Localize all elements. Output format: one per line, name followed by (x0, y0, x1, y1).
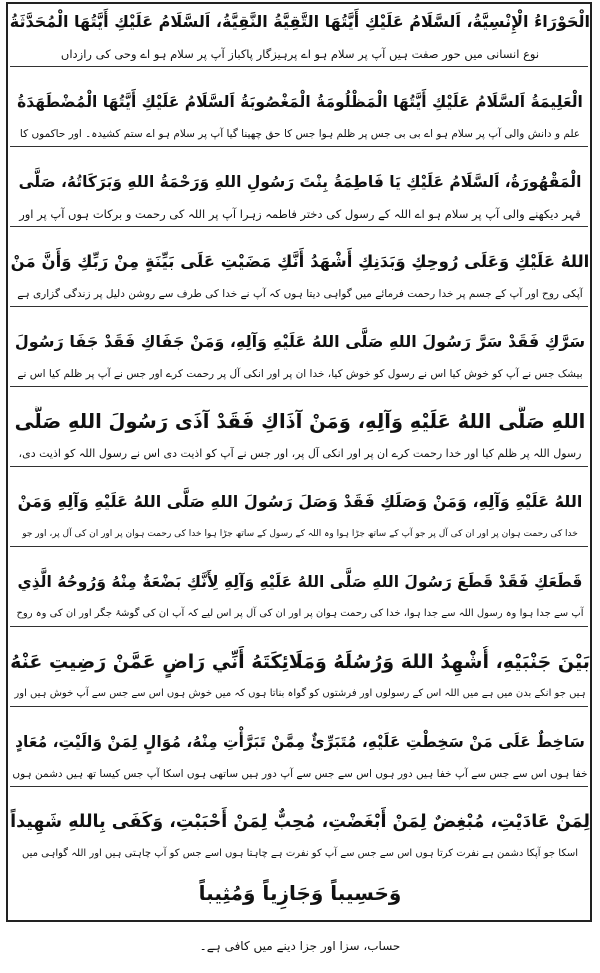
urdu-line: قہر دیکھنے والی آپ پر سلام ہو اے اللہ کے رسول کی دختر فاطمہ زہرا آپ پر اللہ کی رحمت و برکات ہوں آپ پر اور (19, 207, 581, 221)
divider (10, 146, 588, 147)
arabic-line: سَرَّكِ فَقَدْ سَرَّ رَسُولَ اللهِ صَلَّى اللهُ عَلَيْهِ وَآلِهِ، وَمَنْ جَفَاكِ فَقَدْ جَفَا رَسُولَ (14, 332, 586, 351)
arabic-line: اللهُ عَلَيْكِ وَعَلَى رُوحِكِ وَبَدَنِكِ أَشْهَدُ أَنَّكِ مَضَيْتِ عَلَى بَيِّنَةٍ مِنْ رَبِّكِ وَأَنَّ مَنْ (10, 252, 590, 271)
divider (10, 66, 588, 67)
divider (10, 706, 588, 707)
arabic-line: سَاخِطٌ عَلَى مَنْ سَخِطْتِ عَلَيْهِ، مُتَبَرِّئٌ مِمَّنْ تَبَرَّأْتِ مِنْهُ، مُوَالٍ لِمَنْ وَالَيْتِ، مُعَادٍ (15, 733, 585, 751)
arabic-line: قَطَعَكِ فَقَدْ قَطَعَ رَسُولَ اللهِ صَلَّى اللهُ عَلَيْهِ وَآلِهِ لِأَنَّكِ بَضْعَةٌ مِنْهُ وَرُوحُهُ الَّذِي (17, 573, 583, 591)
urdu-line: علم و دانش والی آپ پر سلام ہو اے بی بی جس پر ظلم ہوا جس کا حق چھینا گیا آپ پر سلام ہو اے ستم کشیدہ۔ اور حاکموں کا (19, 128, 581, 140)
closing-arabic-line: وَحَسِيباً وَجَازِياً وَمُثِيباً (198, 881, 402, 905)
urdu-line: آپکی روح اور آپ کے جسم پر خدا رحمت فرمائے میں گواہی دیتا ہوں کہ آپ نے خدا کی طرف سے روشن دلیل پر زندگی گزاری ہے (17, 288, 583, 300)
divider (10, 306, 588, 307)
divider (10, 386, 588, 387)
urdu-line: خفا ہوں اس سے جس سے آپ خفا ہیں دور ہوں اس سے جس سے آپ دور ہیں ساتھی ہوں اسکا آپ جس کیسا تھ ہیں دشمن ہوں (12, 768, 588, 780)
closing-urdu-line: حساب، سزا اور جزا دینے میں کافی ہے۔ (199, 939, 401, 953)
urdu-line: بیشک جس نے آپ کو خوش کیا اس نے رسول کو خوش کیا، خدا ان پر اور انکی آل پر رحمت کرے اور جس نے آپ پر ظلم کیا اس نے (17, 368, 583, 380)
arabic-line: لِمَنْ عَادَيْتِ، مُبْغِضٌ لِمَنْ أَبْغَضْتِ، مُحِبٌّ لِمَنْ أَحْبَبْتِ، وَكَفَى بِاللهِ شَهِيداً (10, 812, 590, 832)
arabic-line: اللهِ صَلَّى اللهُ عَلَيْهِ وَآلِهِ، وَمَنْ آذَاكِ فَقَدْ آذَى رَسُولَ اللهِ صَلَّى (14, 410, 586, 433)
urdu-line: اسکا جو آپکا دشمن ہے نفرت کرتا ہوں اس سے جس سے آپ کو نفرت ہے چاہتا ہوں اسے جس کو آپ چاہتی ہیں اور اللہ گواہی میں (21, 848, 579, 859)
arabic-line: الْعَلِيمَةُ اَلسَّلَامُ عَلَيْكِ أَيَّتُهَا الْمَظْلُومَةُ الْمَغْصُوبَةُ اَلسَّلَامُ عَلَيْكِ أَيَّتُهَا الْمُضْطَهَدَةُ (17, 93, 583, 111)
divider (10, 786, 588, 787)
urdu-line: رسول اللہ پر ظلم کیا اور خدا رحمت کرے ان پر اور انکی آل پر، اور جس نے آپ کو اذیت دی اس نے رسول اللہ کو اذیت دی، (18, 447, 582, 460)
arabic-line: الْمَقْهُورَةُ، اَلسَّلَامُ عَلَيْكِ يَا فَاطِمَةُ بِنْتَ رَسُولِ اللهِ وَرَحْمَةُ اللهِ وَبَرَكَاتُهُ، صَلَّى (18, 173, 582, 191)
arabic-line: الْحَوْرَاءُ الْإِنْسِيَّةُ، اَلسَّلَامُ عَلَيْكِ أَيَّتُهَا التَّقِيَّةُ النَّقِيَّةُ، اَلسَّلَامُ عَلَيْكِ أَيَّتُهَا الْمُحَدَّثَةُ (10, 12, 590, 31)
divider (10, 226, 588, 227)
urdu-line: آپ سے جدا ہوا وہ رسول اللہ سے جدا ہوا، خدا کی رحمت ہوان پر اور ان کی آل پر اس لیے کہ آپ ان کی گوشۂ جگر اور ان کی وہ روح (16, 608, 584, 619)
urdu-line: ہیں جو انکے بدن میں ہے میں اللہ اس کے رسولوں اور فرشتوں کو گواہ بناتا ہوں کہ میں خوش ہوں اس سے جس سے آپ خوش ہیں اور (14, 688, 586, 699)
arabic-line: بَيْنَ جَنْبَيْهِ، أُشْهِدُ اللهَ وَرُسُلَهُ وَمَلَائِكَتَهُ أَنِّي رَاضٍ عَمَّنْ رَضِيتِ عَنْهُ (10, 651, 590, 673)
divider (10, 626, 588, 627)
urdu-line: خدا کی رحمت ہوان پر اور ان کی آل پر جو آپ کے ساتھ جڑا ہوا وہ اللہ کے رسول کے ساتھ جڑا ہوا خدا کی رحمت ہوان پر اور ان کی آل پر، اور جو (22, 529, 578, 539)
urdu-line: نوع انسانی میں حور صفت ہیں آپ پر سلام ہو اے پرہیزگار پاکباز آپ پر سلام ہو اے وحی کی رازداں (60, 47, 540, 61)
arabic-line: اللهُ عَلَيْهِ وَآلِهِ، وَمَنْ وَصَلَكِ فَقَدْ وَصَلَ رَسُولَ اللهِ صَلَّى اللهُ عَلَيْهِ وَآلِهِ وَمَنْ (17, 492, 583, 511)
divider (10, 466, 588, 467)
divider (10, 546, 588, 547)
